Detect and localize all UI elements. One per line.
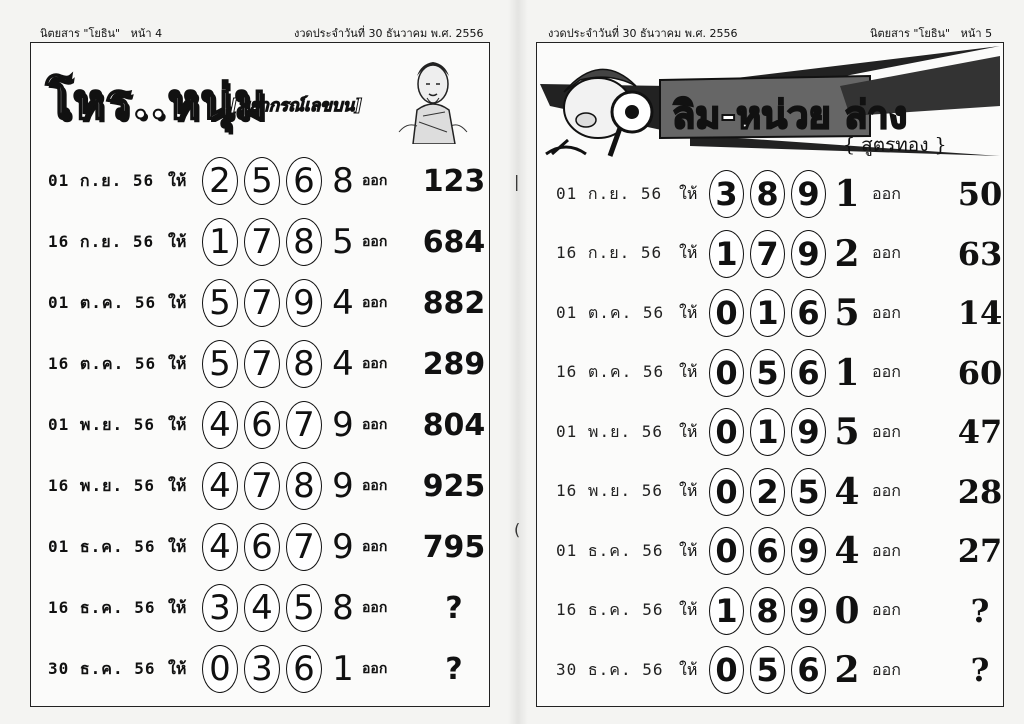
draw-result: 28 [957,472,1003,511]
circled-digit: 6 [244,523,280,571]
draw-result: 804 [422,407,486,443]
result-label: ออก [362,600,388,616]
draw-result: ? [970,591,990,630]
circled-digit: 5 [834,292,860,334]
give-label: ให้ [679,183,698,203]
predicted-digits [202,340,358,388]
give-label: ให้ [679,659,698,679]
circled-digit: 1 [709,587,744,635]
circled-digit: 6 [286,157,322,205]
page-gutter [508,0,528,724]
draw-date: 16 ต.ค. 56 [48,353,157,373]
give-label: ให้ [679,243,698,262]
circled-digit: 4 [332,344,354,384]
circled-digit: 1 [750,408,785,456]
prediction-row [556,347,1012,399]
prediction-row [48,521,486,573]
give-label: ให้ [679,600,698,619]
result-label: ออก [362,234,388,250]
draw-date: 01 ต.ค. 56 [556,302,665,322]
fortune-teller-portrait [393,52,473,144]
right-page-number: หน้า 5 [960,27,993,40]
circled-digit: 8 [750,170,785,218]
predicted-digits [709,408,862,456]
draw-date: 01 พ.ย. 56 [556,421,663,441]
predicted-digits [202,645,358,693]
circled-digit: 9 [791,527,826,575]
circled-digit: 8 [286,218,322,266]
left-magazine-name: นิตยสาร "โยธิน" [40,27,121,40]
left-page-number: หน้า 4 [130,27,163,40]
prediction-row [556,585,1012,637]
circled-digit: 9 [332,466,354,506]
circled-digit: 5 [750,646,785,694]
draw-date: 16 ธ.ค. 56 [48,597,156,617]
give-label: ให้ [168,292,187,312]
circled-digit: 0 [202,645,238,693]
result-label: ออก [362,539,388,555]
prediction-row [48,399,486,451]
give-label: ให้ [679,481,698,500]
predicted-digits [709,349,862,397]
circled-digit: 0 [709,468,744,516]
left-header-draw: งวดประจำวันที่ 30 ธันวาคม พ.ศ. 2556 [294,27,484,40]
result-label: ออก [872,659,901,679]
circled-digit: 7 [286,401,322,449]
give-label: ให้ [168,475,187,495]
predicted-digits [202,462,358,510]
circled-digit: 2 [834,232,860,275]
draw-date: 01 ก.ย. 56 [556,183,663,203]
circled-digit: 3 [202,584,238,632]
circled-digit: 4 [244,584,280,632]
prediction-row [48,338,486,390]
prediction-row [556,466,1012,518]
circled-digit: 5 [202,279,238,327]
draw-date: 16 พ.ย. 56 [556,481,663,500]
circled-digit: 7 [286,523,322,571]
predicted-digits [709,289,862,337]
give-label: ให้ [168,231,187,251]
binding-mark: ( [514,520,521,539]
circled-digit: 9 [791,587,826,635]
draw-date: 01 ธ.ค. 56 [48,536,156,556]
draw-result: 47 [957,413,1003,451]
circled-digit: 3 [244,645,280,693]
circled-digit: 8 [750,587,785,635]
circled-digit: 9 [791,230,826,278]
circled-digit: 4 [202,462,238,510]
circled-digit: 6 [791,646,826,694]
draw-date: 01 ธ.ค. 56 [556,540,664,560]
prediction-row [556,644,1012,696]
prediction-row [48,460,486,512]
prediction-row [48,582,486,634]
draw-result: ? [970,651,990,689]
circled-digit: 1 [709,230,744,278]
binding-mark: | [514,172,520,191]
predicted-digits [202,523,358,571]
circled-digit: 5 [750,349,785,397]
predicted-digits [709,170,862,218]
detective-cartoon-icon [546,69,652,156]
result-label: ออก [362,661,388,677]
result-label: ออก [872,302,901,322]
result-label: ออก [872,421,901,441]
draw-date: 16 พ.ย. 56 [48,475,155,495]
circled-digit: 4 [202,401,238,449]
result-label: ออก [872,540,901,560]
circled-digit: 9 [791,170,826,218]
give-label: ให้ [679,302,698,322]
circled-digit: 1 [750,289,785,337]
predicted-digits [202,218,358,266]
result-label: ออก [872,362,901,381]
draw-result: 123 [422,163,486,199]
result-label: ออก [362,295,388,311]
circled-digit: 9 [332,527,354,567]
right-magazine-name: นิตยสาร "โยธิน" [870,27,951,40]
circled-digit: 5 [202,340,238,388]
left-title-block [46,62,386,130]
draw-date: 30 ธ.ค. 56 [48,658,156,678]
right-header-magazine [870,24,992,42]
circled-digit: 4 [202,523,238,571]
left-title: โหร..หนุ่ม [46,74,267,130]
prediction-row [556,168,1012,220]
draw-result: ? [445,651,463,687]
draw-result: 14 [957,294,1003,332]
give-label: ให้ [679,362,698,381]
give-label: ให้ [679,421,698,441]
draw-result: 925 [422,468,486,504]
left-subtitle: [พยากรณ์เลขบน] [230,96,363,116]
circled-digit: 8 [332,588,354,628]
give-label: ให้ [168,536,187,556]
prediction-row [48,643,486,695]
give-label: ให้ [168,170,187,190]
circled-digit: 1 [834,351,860,394]
draw-result: 684 [422,224,486,260]
draw-date: 16 ก.ย. 56 [48,231,155,251]
draw-date: 30 ธ.ค. 56 [556,659,664,679]
give-label: ให้ [168,353,187,373]
predicted-digits [709,468,862,516]
give-label: ให้ [679,540,698,560]
result-label: ออก [872,183,901,203]
circled-digit: 6 [244,401,280,449]
give-label: ให้ [168,414,187,434]
draw-result: 27 [957,532,1003,570]
circled-digit: 1 [202,218,238,266]
predicted-digits [709,527,862,575]
circled-digit: 2 [834,649,860,691]
circled-digit: 5 [286,584,322,632]
draw-result: 882 [422,285,486,321]
draw-result: ? [445,590,463,626]
circled-digit: 7 [244,462,280,510]
draw-date: 01 พ.ย. 56 [48,414,155,434]
draw-result: 289 [422,346,486,382]
result-label: ออก [872,600,901,619]
circled-digit: 9 [791,408,826,456]
prediction-row [556,287,1012,339]
circled-digit: 4 [834,530,860,572]
circled-digit: 6 [750,527,785,575]
predicted-digits [202,279,358,327]
prediction-row [48,277,486,329]
draw-result: 50 [957,175,1003,213]
circled-digit: 0 [709,646,744,694]
give-label: ให้ [168,597,187,617]
circled-digit: 2 [750,468,785,516]
circled-digit: 1 [332,649,354,689]
circled-digit: 0 [709,289,744,337]
circled-digit: 8 [332,161,354,201]
draw-date: 16 ธ.ค. 56 [556,600,664,619]
left-header-magazine [40,24,162,42]
result-label: ออก [872,243,901,262]
result-label: ออก [362,356,388,372]
circled-digit: 1 [834,173,860,215]
result-label: ออก [362,417,388,433]
circled-digit: 3 [709,170,744,218]
circled-digit: 8 [286,340,322,388]
circled-digit: 6 [791,349,826,397]
circled-digit: 9 [332,405,354,445]
give-label: ให้ [168,658,187,678]
circled-digit: 5 [332,222,354,262]
result-label: ออก [362,478,388,494]
circled-digit: 6 [286,645,322,693]
draw-date: 01 ก.ย. 56 [48,170,155,190]
draw-date: 16 ต.ค. 56 [556,362,665,381]
circled-digit: 5 [834,411,860,453]
prediction-row [556,228,1012,280]
draw-date: 01 ต.ค. 56 [48,292,157,312]
circled-digit: 4 [332,283,354,323]
draw-result: 63 [957,234,1003,273]
circled-digit: 4 [834,470,860,513]
circled-digit: 7 [750,230,785,278]
circled-digit: 0 [709,527,744,575]
circled-digit: 9 [286,279,322,327]
predicted-digits [202,584,358,632]
circled-digit: 6 [791,289,826,337]
predicted-digits [709,230,862,278]
prediction-row [48,216,486,268]
right-header-draw: งวดประจำวันที่ 30 ธันวาคม พ.ศ. 2556 [548,27,738,40]
draw-result: 795 [422,529,486,565]
prediction-row [556,406,1012,458]
circled-digit: 0 [709,349,744,397]
circled-digit: 5 [244,157,280,205]
right-title: ลิม-หน่วย ล่าง [672,92,908,137]
predicted-digits [709,646,862,694]
prediction-row [48,155,486,207]
draw-result: 60 [957,353,1003,392]
result-label: ออก [362,173,388,189]
circled-digit: 0 [834,589,860,632]
circled-digit: 7 [244,218,280,266]
predicted-digits [709,587,862,635]
circled-digit: 5 [791,468,826,516]
prediction-row [556,525,1012,577]
predicted-digits [202,157,358,205]
circled-digit: 2 [202,157,238,205]
right-subtitle: { สูตรทอง } [843,134,947,156]
circled-digit: 7 [244,279,280,327]
result-label: ออก [872,481,901,500]
draw-date: 16 ก.ย. 56 [556,243,663,262]
circled-digit: 0 [709,408,744,456]
circled-digit: 8 [286,462,322,510]
predicted-digits [202,401,358,449]
circled-digit: 7 [244,340,280,388]
